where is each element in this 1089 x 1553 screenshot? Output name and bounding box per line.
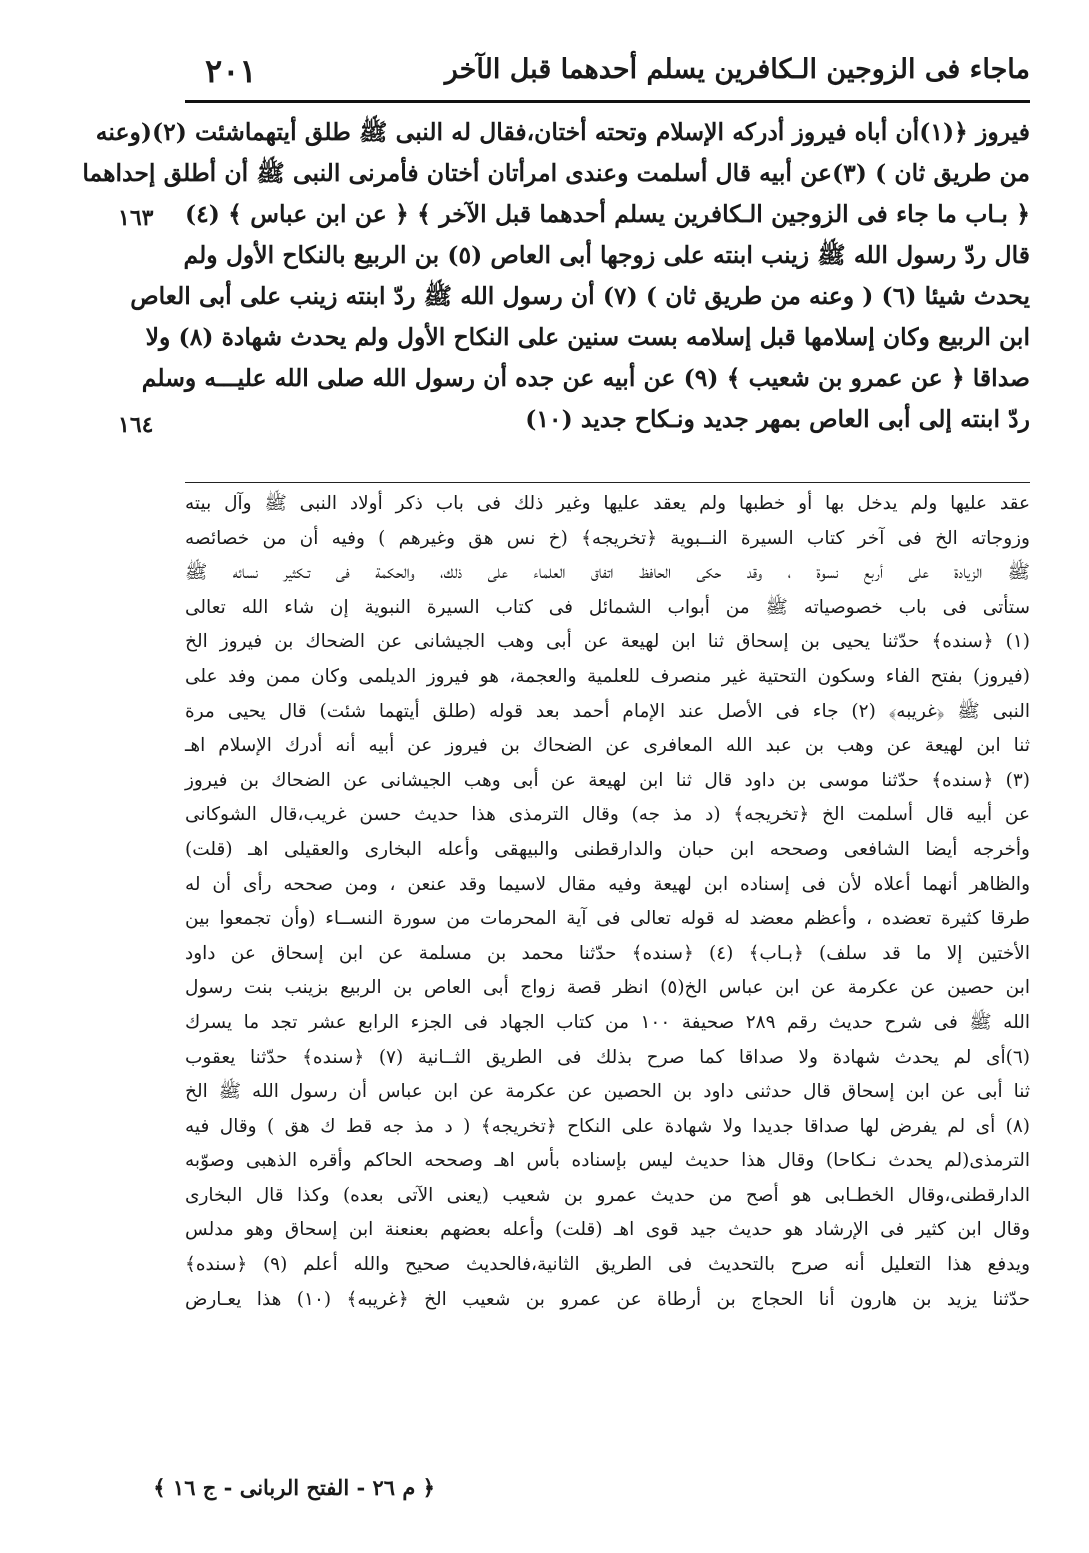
footnote-line: الدارقطنى،وقال الخطـابى هو أصح من حديث عمرو بن شعيب (يعنى الآتى بعده) وكذا قال البخارى	[185, 1184, 1030, 1206]
footnote-line: ﷺ الزيادة على أربع نسوة ، وقد حكى الحافظ اتفاق العلماء على ذلك، والحكمة فى تـكثير نسائه ﷺ	[185, 562, 1030, 584]
main-line: صداقا ﴿ عن عمرو بن شعيب ﴾ (٩) عن أبيه عن جده أن رسول الله صلى الله عليـــه وسلم	[141, 364, 1030, 392]
page-number: ٢٠١	[205, 52, 257, 90]
footnote-line: وقال ابن كثير فى الإرشاد هو حديث جيد قوى اهـ (قلت) وأعله بعضهم بعنعنة ابن إسحاق وهو مدلس	[185, 1219, 1030, 1241]
footnote-line: ابن حصين عن عكرمة عن ابن عباس الخ(٥) انظر قصة زواج أبى العاص بن الربيع بزينب بنت رسول	[185, 977, 1030, 999]
main-line: ردّ ابنته إلى أبى العاص بمهر جديد ونـكاح جديد (١٠)	[525, 405, 1030, 433]
footnote-line: الله ﷺ فى شرح حديث رقم ٢٨٩ صحيفة ١٠٠ من كتاب الجهاد فى الجزء الرابع عشر تجد ما يسرك	[185, 1011, 1030, 1033]
signature-footer: ﴿ م ٢٦ - الفتح الربانى - ج ١٦ ﴾	[153, 1475, 435, 1500]
footnotes	[185, 487, 1030, 1317]
footnote-divider	[185, 482, 1030, 483]
footnote-line: ستأتى فى باب خصوصياته ﷺ من أبواب الشمائل فى كتاب السيرة النبوية إن شاء الله تعالى	[185, 596, 1030, 618]
hadith-number-164: ١٦٤	[118, 412, 154, 438]
chapter-title: ماجاء فى الزوجين الـكافرين يسلم أحدهما قبل الآخر	[444, 54, 1030, 85]
footnote-line: (١) ﴿سنده﴾ حدّثنا يحيى بن إسحاق ثنا ابن لهيعة عن أبى وهب الجيشانى عن الضحاك بن فيروز الخ	[185, 631, 1030, 653]
footnote-line: عن أبيه قال أسلمت الخ ﴿تخريجه﴾ (د مذ جه) وقال الترمذى هذا حديث حسن غريب،قال الشوكانى	[185, 804, 1030, 826]
footnote-line: الترمذى(لم يحدث نـكاحا) وقال هذا حديث ليس بإسناده بأس اهـ وصححه الحاكم وأقره الذهبى وصوّبه	[185, 1150, 1030, 1172]
footnote-line: ويدفع هذا التعليل أنه صرح بالتحديث فى الطريق الثانية،فالحديث صحيح والله أعلم (٩) ﴿سنده﴾	[185, 1254, 1030, 1276]
hadith-number-163: ١٦٣	[118, 205, 154, 231]
footnote-line: وأخرجه أيضا الشافعى وصححه ابن حبان والدارقطنى والبيهقى وأعله البخارى والعقيلى اهـ (قلت)	[185, 838, 1030, 860]
main-line: من طريق ثان ) (٣)عن أبيه قال أسلمت وعندى امرأتان أختان فأمرنى النبى ﷺ أن أطلق إحداهما	[82, 159, 1030, 187]
footnote-line: (٦)أى لم يحدث شهادة ولا صداقا كما صرح بذلك فى الطريق الثــانية (٧) ﴿سنده﴾ حدّثنا يعقوب	[185, 1046, 1030, 1068]
main-line: ابن الربيع وكان إسلامها قبل إسلامه بست سنين على النكاح الأول ولم يحدث شهادة (٨) ولا	[145, 323, 1030, 351]
footnote-line: طرقا كثيرة تعضده ، وأعظم معضد له قوله تعالى فى آية المحرمات من سورة النســاء (وأن تجمعوا بين	[185, 908, 1030, 930]
footnote-line: ثنا ابن لهيعة عن وهب بن عبد الله المعافرى عن الضحاك بن فيروز عن أبيه أنه أدرك الإسلام اهـ	[185, 735, 1030, 757]
main-line: ﴿ بـاب ما جاء فى الزوجين الـكافرين يسلم أحدهما قبل الآخر ﴾ ﴿ عن ابن عباس ﴾ (٤)	[185, 200, 1030, 228]
main-line: فيروز ﴿(١)أن أباه فيروز أدركه الإسلام وتحته أختان،فقال له النبى ﷺ طلق أيتهماشئت (٢)(وعنه	[95, 118, 1030, 146]
footnote-line: (فيروز) بفتح الفاء وسكون التحتية غير منصرف للعلمية والعجمة، هو فيروز الديلمى وكان ممن وفد على	[185, 665, 1030, 687]
footnote-line: عقد عليها ولم يدخل بها أو خطبها ولم يعقد عليها وغير ذلك فى باب ذكر أولاد النبى ﷺ وآل بيته	[185, 493, 1030, 514]
main-line: قال ردّ رسول الله ﷺ زينب ابنته على زوجها أبى العاص (٥) بن الربيع بالنكاح الأول ولم	[183, 241, 1030, 269]
footnote-line: حدّثنا يزيد بن هارون أنا الحجاج بن أرطاة عن عمرو بن شعيب الخ ﴿غريبه﴾ (١٠) هذا يعـارض	[185, 1288, 1031, 1310]
footnote-line: (٨) أى لم يفرض لها صداقا جديدا ولا شهادة على النكاح ﴿تخريجه﴾ ( د مذ جه قط ك هق ) وقال فيه	[185, 1115, 1030, 1137]
footnote-line: والظاهر أنهما أعلاه لأن فى إسناده ابن لهيعة وفيه مقال لاسيما وقد عنعن ، ومن صححه رأى أن له	[185, 873, 1030, 895]
footnote-line: الأختين إلا ما قد سلف) ﴿بـاب﴾ (٤) ﴿سنده﴾ حدّثنا محمد بن مسلمة عن ابن إسحاق عن داود	[185, 942, 1030, 964]
footnote-line: ثنا أبى عن ابن إسحاق قال حدثنى داود بن الحصين عن عكرمة عن ابن عباس أن رسول الله ﷺ الخ	[185, 1081, 1031, 1103]
page-header	[185, 50, 1030, 103]
footnote-line: (٣) ﴿سنده﴾ حدّثنا موسى بن داود قال ثنا ابن لهيعة عن أبى وهب الجيشانى عن الضحاك بن فيروز	[185, 769, 1030, 791]
footnote-line: النبى ﷺ ﴿غريبه﴾ (٢) جاء فى الأصل عند الإمام أحمد بعد قوله (طلق أيتهما شئت) قال يحيى مرة	[185, 700, 1030, 722]
main-line: يحدث شيئا (٦) ( وعنه من طريق ثان ) (٧) أن رسول الله ﷺ ردّ ابنته زينب على أبى العاص	[130, 282, 1030, 310]
footnote-line: وزوجاته الخ فى آخر كتاب السيرة النــبوية ﴿تخريجه﴾ (خ نس هق وغيرهم ) وفيه أن من خصائصه	[185, 527, 1030, 549]
